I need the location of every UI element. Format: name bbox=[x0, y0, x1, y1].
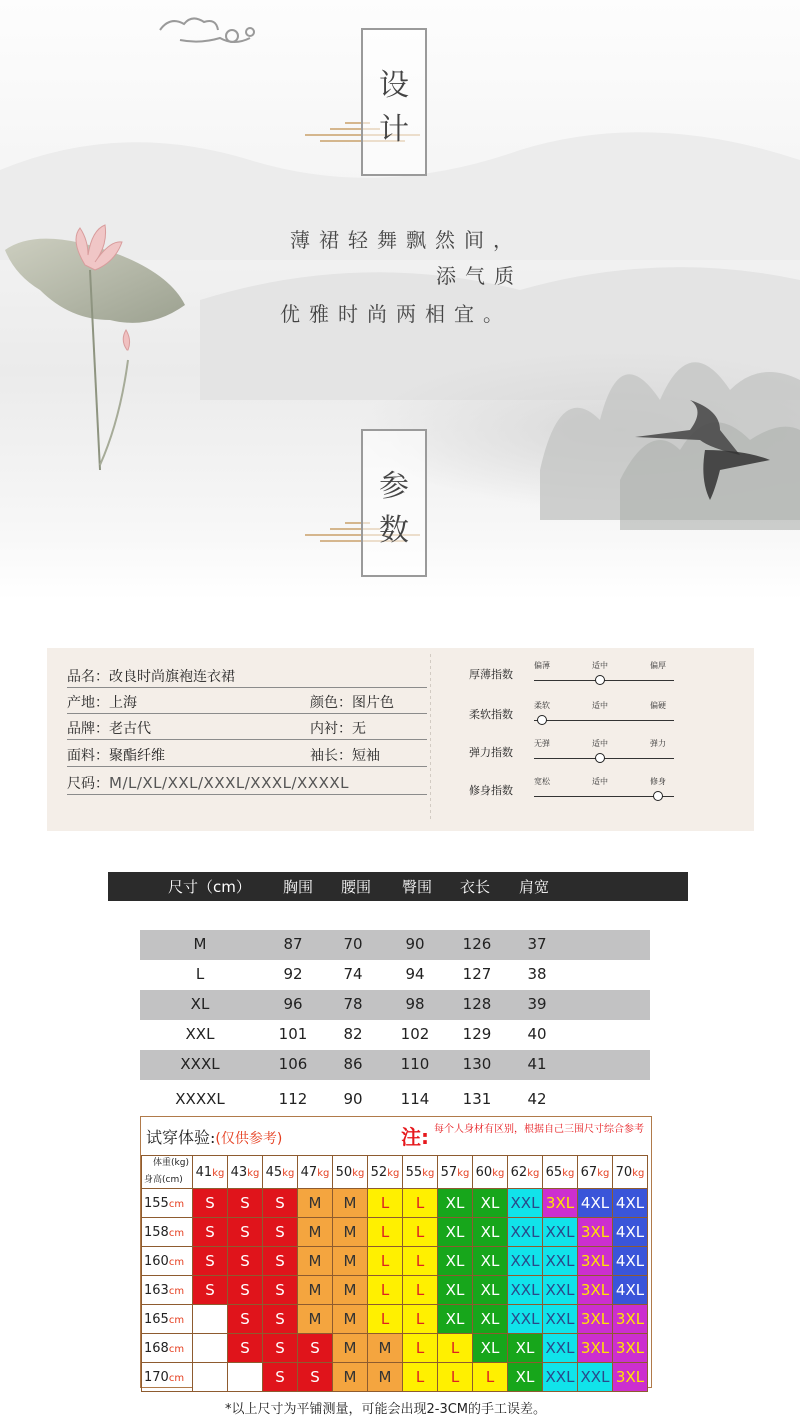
grid-size-cell: XL bbox=[438, 1276, 473, 1305]
footnote: *以上尺寸为平铺测量，可能会出现2-3CM的手工误差。 bbox=[225, 1402, 547, 1417]
index-level-label: 无弹 bbox=[534, 739, 550, 748]
size-cell: 87 bbox=[283, 935, 303, 953]
grid-size-cell: 3XL bbox=[613, 1363, 648, 1392]
grid-size-cell: XL bbox=[438, 1218, 473, 1247]
poem-line-2: 添气质 bbox=[436, 264, 523, 288]
size-header-hip: 臀围 bbox=[402, 878, 433, 896]
weight-header bbox=[613, 1156, 648, 1189]
size-cell: 101 bbox=[278, 1025, 308, 1043]
grid-size-cell: XXL bbox=[543, 1305, 578, 1334]
weight-header bbox=[333, 1156, 368, 1189]
grid-size-cell: S bbox=[263, 1189, 298, 1218]
grid-row bbox=[142, 1276, 648, 1305]
size-cell: 42 bbox=[527, 1090, 547, 1108]
grid-size-cell: M bbox=[298, 1247, 333, 1276]
grid-size-cell: 4XL bbox=[613, 1189, 648, 1218]
param-row-sizes bbox=[67, 770, 427, 795]
grid-size-cell: XXL bbox=[543, 1334, 578, 1363]
grid-size-cell: XL bbox=[438, 1305, 473, 1334]
grid-size-cell: XL bbox=[473, 1247, 508, 1276]
grid-size-cell: XXL bbox=[578, 1363, 613, 1392]
weight-value: 57 bbox=[440, 1164, 458, 1180]
grid-size-cell: 3XL bbox=[543, 1189, 578, 1218]
weight-value: 45 bbox=[265, 1164, 283, 1180]
grid-size-cell: XL bbox=[508, 1334, 543, 1363]
height-header bbox=[142, 1305, 193, 1334]
size-chart-header bbox=[108, 872, 688, 901]
grid-size-cell: S bbox=[298, 1334, 333, 1363]
grid-size-cell: XXL bbox=[508, 1276, 543, 1305]
params-title-char-2: 数 bbox=[379, 513, 409, 548]
grid-size-cell: L bbox=[368, 1276, 403, 1305]
grid-size-cell bbox=[193, 1334, 228, 1363]
sleeve-label: 袖长： bbox=[310, 748, 352, 764]
name-label: 品名： bbox=[67, 669, 109, 685]
grid-size-cell: XL bbox=[473, 1218, 508, 1247]
color-label: 颜色： bbox=[310, 695, 352, 711]
grid-size-cell: L bbox=[403, 1334, 438, 1363]
size-cell: 41 bbox=[527, 1055, 547, 1073]
design-title-char-1: 设 bbox=[379, 68, 409, 103]
size-row bbox=[140, 1020, 650, 1050]
tryon-title-note: (仅供参考) bbox=[215, 1131, 283, 1147]
grid-size-cell: XXL bbox=[543, 1276, 578, 1305]
index-slider-knob bbox=[595, 753, 605, 763]
weight-value: 70 bbox=[615, 1164, 633, 1180]
size-header-length: 衣长 bbox=[460, 878, 491, 896]
index-level-label: 弹力 bbox=[650, 739, 666, 748]
height-value: 168 bbox=[144, 1340, 169, 1356]
weight-header bbox=[368, 1156, 403, 1189]
corner-weight-label: 体重(kg) bbox=[153, 1158, 189, 1168]
grid-size-cell: L bbox=[403, 1363, 438, 1392]
note-mark: 注: bbox=[401, 1125, 429, 1149]
grid-size-cell: S bbox=[263, 1276, 298, 1305]
tryon-size-grid bbox=[141, 1155, 648, 1392]
grid-size-cell: XXL bbox=[508, 1247, 543, 1276]
weight-unit: kg bbox=[527, 1167, 540, 1179]
index-divider bbox=[430, 654, 431, 822]
size-cell: 37 bbox=[527, 935, 547, 953]
name-value: 改良时尚旗袍连衣裙 bbox=[109, 669, 235, 685]
height-unit: cm bbox=[168, 1314, 185, 1326]
grid-size-cell: XXL bbox=[543, 1363, 578, 1392]
weight-value: 47 bbox=[300, 1164, 318, 1180]
grid-size-cell: M bbox=[368, 1363, 403, 1392]
grid-size-cell: M bbox=[298, 1305, 333, 1334]
height-header bbox=[142, 1276, 193, 1305]
index-slider-knob bbox=[537, 715, 547, 725]
size-cell: 114 bbox=[400, 1090, 430, 1108]
grid-size-cell: S bbox=[193, 1276, 228, 1305]
grid-size-cell: XL bbox=[473, 1276, 508, 1305]
index-label: 厚薄指数 bbox=[469, 668, 513, 681]
grid-size-cell: S bbox=[228, 1247, 263, 1276]
index-level-label: 柔软 bbox=[534, 701, 550, 710]
grid-size-cell: 3XL bbox=[613, 1305, 648, 1334]
lining-label: 内衬： bbox=[310, 721, 352, 737]
grid-size-cell: 3XL bbox=[578, 1247, 613, 1276]
size-value: M/L/XL/XXL/XXXL/XXXL/XXXXL bbox=[109, 774, 349, 792]
size-cell: 78 bbox=[343, 995, 363, 1013]
grid-row bbox=[142, 1247, 648, 1276]
size-cell: 86 bbox=[343, 1055, 363, 1073]
grid-size-cell: S bbox=[193, 1247, 228, 1276]
size-header-waist: 腰围 bbox=[341, 878, 372, 896]
grid-size-cell: L bbox=[368, 1305, 403, 1334]
grid-size-cell: S bbox=[263, 1247, 298, 1276]
height-value: 158 bbox=[144, 1224, 169, 1240]
grid-size-cell: S bbox=[228, 1305, 263, 1334]
grid-size-cell: S bbox=[263, 1363, 298, 1392]
size-cell: 129 bbox=[462, 1025, 492, 1043]
tryon-title-text: 试穿体验: bbox=[146, 1128, 216, 1147]
index-level-label: 宽松 bbox=[534, 777, 550, 786]
index-level-label: 偏硬 bbox=[650, 701, 666, 710]
grid-size-cell: M bbox=[298, 1276, 333, 1305]
size-cell: 126 bbox=[462, 935, 492, 953]
size-cell: 90 bbox=[343, 1090, 363, 1108]
grid-row bbox=[142, 1305, 648, 1334]
size-header-chest: 胸围 bbox=[283, 878, 314, 896]
index-level-label: 偏厚 bbox=[650, 661, 666, 670]
weight-unit: kg bbox=[282, 1167, 295, 1179]
grid-size-cell: XXL bbox=[543, 1247, 578, 1276]
size-cell: 90 bbox=[405, 935, 425, 953]
param-row-fabric-sleeve bbox=[67, 742, 427, 767]
weight-value: 62 bbox=[510, 1164, 528, 1180]
grid-size-cell: M bbox=[368, 1334, 403, 1363]
grid-size-cell: M bbox=[333, 1276, 368, 1305]
size-header-shoulder: 肩宽 bbox=[519, 878, 550, 896]
index-slider-knob bbox=[653, 791, 663, 801]
param-row-name bbox=[67, 663, 427, 688]
lining-value: 无 bbox=[352, 721, 366, 737]
grid-size-cell: S bbox=[228, 1334, 263, 1363]
weight-unit: kg bbox=[317, 1167, 330, 1179]
grid-size-cell: 3XL bbox=[578, 1276, 613, 1305]
fabric-value: 聚酯纤维 bbox=[109, 748, 165, 764]
size-row bbox=[140, 930, 650, 960]
grid-row bbox=[142, 1363, 648, 1392]
index-level-label: 适中 bbox=[592, 739, 608, 748]
height-header bbox=[142, 1189, 193, 1218]
grid-size-cell: M bbox=[333, 1305, 368, 1334]
grid-size-cell bbox=[193, 1305, 228, 1334]
size-cell: 92 bbox=[283, 965, 303, 983]
params-title-box bbox=[361, 429, 427, 577]
size-cell: 94 bbox=[405, 965, 425, 983]
note-text: 每个人身材有区别，根据自己三围尺寸综合参考 bbox=[434, 1124, 644, 1135]
grid-size-cell: S bbox=[193, 1189, 228, 1218]
size-cell: M bbox=[193, 935, 207, 953]
size-cell: 82 bbox=[343, 1025, 363, 1043]
height-value: 170 bbox=[144, 1369, 169, 1385]
grid-size-cell: 4XL bbox=[613, 1276, 648, 1305]
size-cell: 39 bbox=[527, 995, 547, 1013]
sleeve-value: 短袖 bbox=[352, 748, 380, 764]
hero-banner bbox=[0, 0, 800, 600]
weight-header bbox=[543, 1156, 578, 1189]
grid-size-cell: XXL bbox=[508, 1218, 543, 1247]
grid-size-cell: XL bbox=[473, 1305, 508, 1334]
grid-size-cell: L bbox=[403, 1247, 438, 1276]
size-cell: XXXXL bbox=[175, 1090, 225, 1108]
grid-size-cell: XL bbox=[438, 1247, 473, 1276]
weight-header bbox=[228, 1156, 263, 1189]
weight-unit: kg bbox=[247, 1167, 260, 1179]
index-slider-knob bbox=[595, 675, 605, 685]
poem-line-3: 优雅时尚两相宜。 bbox=[280, 302, 512, 326]
size-cell: XXXL bbox=[180, 1055, 220, 1073]
height-value: 165 bbox=[144, 1311, 169, 1327]
grid-size-cell: M bbox=[298, 1218, 333, 1247]
grid-size-cell: XXL bbox=[508, 1305, 543, 1334]
grid-size-cell: S bbox=[263, 1305, 298, 1334]
grid-size-cell: M bbox=[298, 1189, 333, 1218]
height-unit: cm bbox=[168, 1372, 185, 1384]
poem-line-1: 薄裙轻舞飘然间， bbox=[290, 228, 522, 252]
grid-size-cell: L bbox=[368, 1218, 403, 1247]
grid-size-cell: 3XL bbox=[578, 1334, 613, 1363]
param-row-origin-color bbox=[67, 689, 427, 714]
size-cell: 131 bbox=[462, 1090, 492, 1108]
grid-size-cell: 3XL bbox=[578, 1218, 613, 1247]
grid-row bbox=[142, 1334, 648, 1363]
weight-header bbox=[473, 1156, 508, 1189]
size-cell: 98 bbox=[405, 995, 425, 1013]
design-title-box bbox=[361, 28, 427, 176]
origin-label: 产地： bbox=[67, 695, 109, 711]
grid-row bbox=[142, 1189, 648, 1218]
weight-header bbox=[438, 1156, 473, 1189]
grid-size-cell: XL bbox=[508, 1363, 543, 1392]
grid-size-cell: L bbox=[473, 1363, 508, 1392]
size-cell: 40 bbox=[527, 1025, 547, 1043]
index-level-label: 适中 bbox=[592, 701, 608, 710]
height-value: 155 bbox=[144, 1195, 169, 1211]
size-label: 尺码： bbox=[67, 776, 109, 792]
grid-size-cell: L bbox=[403, 1218, 438, 1247]
grid-size-cell: L bbox=[403, 1276, 438, 1305]
grid-size-cell: XL bbox=[438, 1189, 473, 1218]
weight-unit: kg bbox=[492, 1167, 505, 1179]
color-value: 图片色 bbox=[352, 695, 394, 711]
weight-unit: kg bbox=[212, 1167, 225, 1179]
size-row bbox=[140, 1050, 650, 1080]
height-header bbox=[142, 1218, 193, 1247]
grid-size-cell: M bbox=[333, 1189, 368, 1218]
grid-size-cell: 4XL bbox=[613, 1247, 648, 1276]
brand-label: 品牌： bbox=[67, 721, 109, 737]
weight-value: 60 bbox=[475, 1164, 493, 1180]
height-header bbox=[142, 1247, 193, 1276]
index-label: 弹力指数 bbox=[469, 746, 513, 759]
grid-size-cell: M bbox=[333, 1247, 368, 1276]
weight-unit: kg bbox=[352, 1167, 365, 1179]
size-cell: 96 bbox=[283, 995, 303, 1013]
grid-size-cell: 4XL bbox=[613, 1218, 648, 1247]
height-unit: cm bbox=[168, 1343, 185, 1355]
index-label: 柔软指数 bbox=[469, 708, 513, 721]
size-cell: 112 bbox=[278, 1090, 308, 1108]
height-value: 163 bbox=[144, 1282, 169, 1298]
index-label: 修身指数 bbox=[469, 784, 513, 797]
grid-size-cell: 4XL bbox=[578, 1189, 613, 1218]
weight-unit: kg bbox=[632, 1167, 645, 1179]
grid-size-cell: S bbox=[298, 1363, 333, 1392]
weight-value: 52 bbox=[370, 1164, 388, 1180]
weight-value: 55 bbox=[405, 1164, 423, 1180]
grid-size-cell: L bbox=[368, 1189, 403, 1218]
weight-header bbox=[263, 1156, 298, 1189]
weight-header bbox=[508, 1156, 543, 1189]
grid-size-cell: 3XL bbox=[613, 1334, 648, 1363]
design-title-char-2: 计 bbox=[379, 112, 409, 147]
index-level-label: 适中 bbox=[592, 661, 608, 670]
grid-size-cell: 3XL bbox=[578, 1305, 613, 1334]
grid-size-cell: M bbox=[333, 1334, 368, 1363]
size-row bbox=[140, 960, 650, 990]
size-row bbox=[140, 1085, 650, 1115]
tryon-title bbox=[146, 1125, 282, 1148]
weight-value: 43 bbox=[230, 1164, 248, 1180]
size-cell: 106 bbox=[278, 1055, 308, 1073]
grid-size-cell: L bbox=[403, 1189, 438, 1218]
index-slider-track bbox=[534, 720, 674, 721]
grid-size-cell: L bbox=[438, 1334, 473, 1363]
index-level-label: 修身 bbox=[650, 777, 666, 786]
weight-header bbox=[193, 1156, 228, 1189]
size-cell: 130 bbox=[462, 1055, 492, 1073]
origin-value: 上海 bbox=[109, 695, 137, 711]
index-level-label: 适中 bbox=[592, 777, 608, 786]
size-cell: 110 bbox=[400, 1055, 430, 1073]
height-value: 160 bbox=[144, 1253, 169, 1269]
grid-size-cell: S bbox=[263, 1218, 298, 1247]
height-unit: cm bbox=[168, 1227, 185, 1239]
grid-row bbox=[142, 1218, 648, 1247]
params-title-char-1: 参 bbox=[379, 469, 409, 504]
weight-unit: kg bbox=[457, 1167, 470, 1179]
grid-size-cell bbox=[193, 1363, 228, 1392]
size-cell: 74 bbox=[343, 965, 363, 983]
grid-size-cell bbox=[228, 1363, 263, 1392]
index-level-label: 偏薄 bbox=[534, 661, 550, 670]
weight-unit: kg bbox=[597, 1167, 610, 1179]
height-unit: cm bbox=[168, 1256, 185, 1268]
weight-header bbox=[403, 1156, 438, 1189]
size-cell: 102 bbox=[400, 1025, 430, 1043]
size-cell: 128 bbox=[462, 995, 492, 1013]
product-parameters-panel bbox=[47, 648, 754, 831]
grid-size-cell: S bbox=[228, 1276, 263, 1305]
weight-header bbox=[578, 1156, 613, 1189]
grid-size-cell: M bbox=[333, 1363, 368, 1392]
grid-size-cell: XL bbox=[473, 1334, 508, 1363]
grid-size-cell: S bbox=[263, 1334, 298, 1363]
height-header bbox=[142, 1363, 193, 1392]
size-cell: L bbox=[195, 965, 205, 983]
size-row bbox=[140, 990, 650, 1020]
fabric-label: 面料： bbox=[67, 748, 109, 764]
weight-value: 65 bbox=[545, 1164, 563, 1180]
grid-size-cell: XL bbox=[473, 1189, 508, 1218]
weight-unit: kg bbox=[562, 1167, 575, 1179]
height-unit: cm bbox=[168, 1285, 185, 1297]
grid-size-cell: M bbox=[333, 1218, 368, 1247]
height-unit: cm bbox=[168, 1198, 185, 1210]
grid-size-cell: S bbox=[228, 1218, 263, 1247]
grid-size-cell: L bbox=[403, 1305, 438, 1334]
grid-size-cell: S bbox=[193, 1218, 228, 1247]
weight-value: 41 bbox=[195, 1164, 213, 1180]
size-cell: 127 bbox=[462, 965, 492, 983]
weight-value: 67 bbox=[580, 1164, 598, 1180]
param-row-brand-lining bbox=[67, 715, 427, 740]
grid-corner bbox=[142, 1156, 193, 1189]
weight-header bbox=[298, 1156, 333, 1189]
grid-size-cell: L bbox=[368, 1247, 403, 1276]
tryon-panel bbox=[140, 1116, 652, 1388]
weight-unit: kg bbox=[387, 1167, 400, 1179]
grid-size-cell: L bbox=[438, 1363, 473, 1392]
grid-size-cell: XXL bbox=[543, 1218, 578, 1247]
size-cell: 70 bbox=[343, 935, 363, 953]
size-cell: 38 bbox=[527, 965, 547, 983]
size-cell: XXL bbox=[185, 1025, 215, 1043]
corner-height-label: 身高(cm) bbox=[144, 1175, 183, 1185]
height-header bbox=[142, 1334, 193, 1363]
weight-unit: kg bbox=[422, 1167, 435, 1179]
size-header-size: 尺寸（cm） bbox=[168, 878, 251, 896]
grid-size-cell: S bbox=[228, 1189, 263, 1218]
size-cell: XL bbox=[190, 995, 210, 1013]
weight-value: 50 bbox=[335, 1164, 353, 1180]
grid-size-cell: XXL bbox=[508, 1189, 543, 1218]
brand-value: 老古代 bbox=[109, 721, 151, 737]
